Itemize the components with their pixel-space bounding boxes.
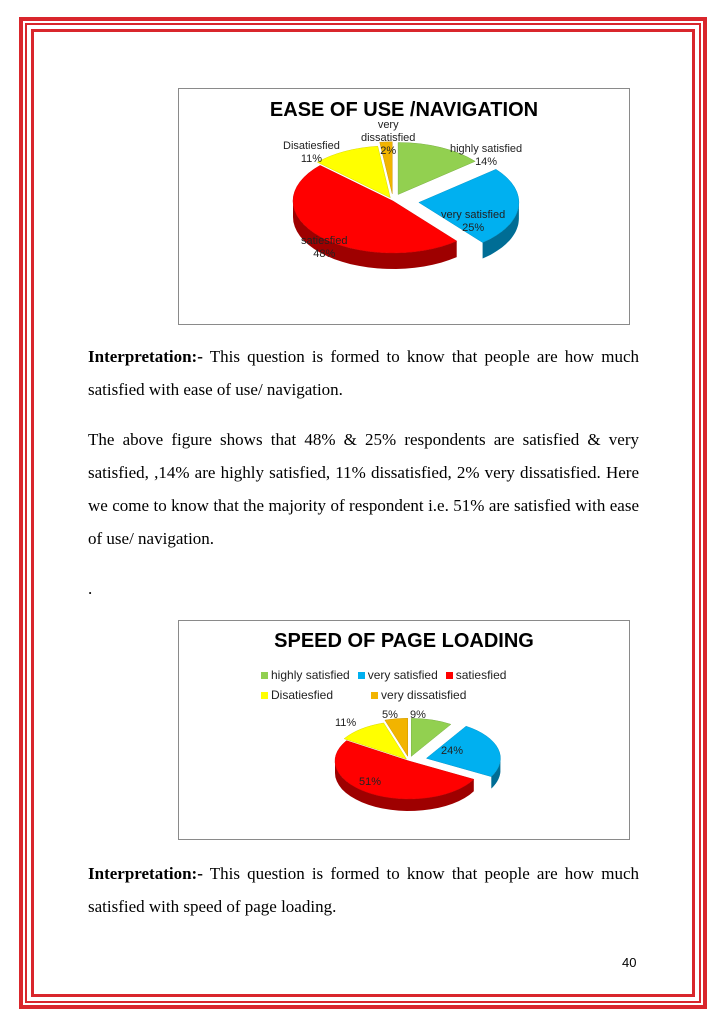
legend-item	[261, 688, 333, 702]
label-dissatisfied	[283, 140, 340, 166]
legend-label: very dissatisfied	[381, 688, 467, 702]
label-highly-satisfied-name: highly satisfied	[450, 143, 523, 155]
analysis-paragraph: The above figure shows that 48% & 25% respondents are satisfied & very satisfied, ,14% are highly satisfied, 11% dissatisfied, 2% very dissatisfied. Here we come to know that the majority of respondent i.e. 51% are satisfied with ease of use/ navigation.	[88, 430, 639, 548]
label-very-satisfied: 24%	[441, 745, 464, 757]
chart-ease-of-use	[178, 88, 630, 325]
legend-item	[261, 668, 350, 682]
chart-title: SPEED OF PAGE LOADING	[274, 630, 534, 652]
legend-swatch	[371, 692, 378, 699]
legend-item	[446, 668, 507, 682]
interpretation-2	[88, 857, 639, 923]
interpretation-label: Interpretation:-	[88, 864, 203, 883]
legend-swatch	[261, 672, 268, 679]
label-satisfied-name: satiesfied	[301, 235, 348, 247]
legend-label: highly satisfied	[271, 668, 350, 682]
label-very-dissatisfied	[361, 119, 415, 158]
label-highly-satisfied: 9%	[410, 709, 426, 721]
legend-row	[261, 685, 591, 705]
legend-swatch	[358, 672, 365, 679]
chart-speed-of-page-loading	[178, 620, 630, 840]
interpretation-2-text: This question is formed to know that people are how much satisfied with speed of page loading.	[88, 864, 639, 916]
page-number: 40	[622, 955, 637, 970]
label-highly-satisfied	[450, 143, 522, 169]
label-very-satisfied	[441, 209, 505, 235]
label-very-dissatisfied: 5%	[382, 709, 398, 721]
legend-item	[358, 668, 438, 682]
legend-row	[261, 665, 591, 685]
legend-swatch	[261, 692, 268, 699]
label-satisfied: 51%	[359, 776, 382, 788]
chart-legend	[261, 665, 591, 705]
label-very-dissatisfied-value: 2%	[380, 145, 397, 157]
label-satisfied-value: 48%	[313, 248, 336, 260]
interpretation-label: Interpretation:-	[88, 347, 203, 366]
label-dissatisfied-value: 11%	[300, 153, 323, 165]
interpretation-1	[88, 340, 639, 406]
label-very-dissatisfied-line2: dissatisfied	[361, 132, 416, 144]
label-dissatisfied-name: Disatiesfied	[283, 140, 340, 152]
label-very-satisfied-name: very satisfied	[441, 209, 506, 221]
legend-label: satiesfied	[455, 668, 507, 682]
label-dissatisfied: 11%	[335, 717, 357, 729]
legend-swatch	[446, 672, 453, 679]
label-very-dissatisfied-line1: very	[377, 119, 399, 131]
interpretation-1-text: This question is formed to know that people are how much satisfied with ease of use/ navigation.	[88, 347, 639, 399]
label-highly-satisfied-value: 14%	[475, 156, 498, 168]
label-very-satisfied-value: 25%	[462, 222, 485, 234]
chart-title: EASE OF USE /NAVIGATION	[269, 99, 539, 121]
legend-label: very satisfied	[367, 668, 438, 682]
pie-chart-speed-of-page-loading	[179, 621, 629, 839]
legend-item	[371, 688, 466, 702]
legend-label: Disatiesfied	[271, 688, 334, 702]
separator-dot: .	[88, 579, 93, 598]
label-satisfied	[301, 235, 347, 261]
